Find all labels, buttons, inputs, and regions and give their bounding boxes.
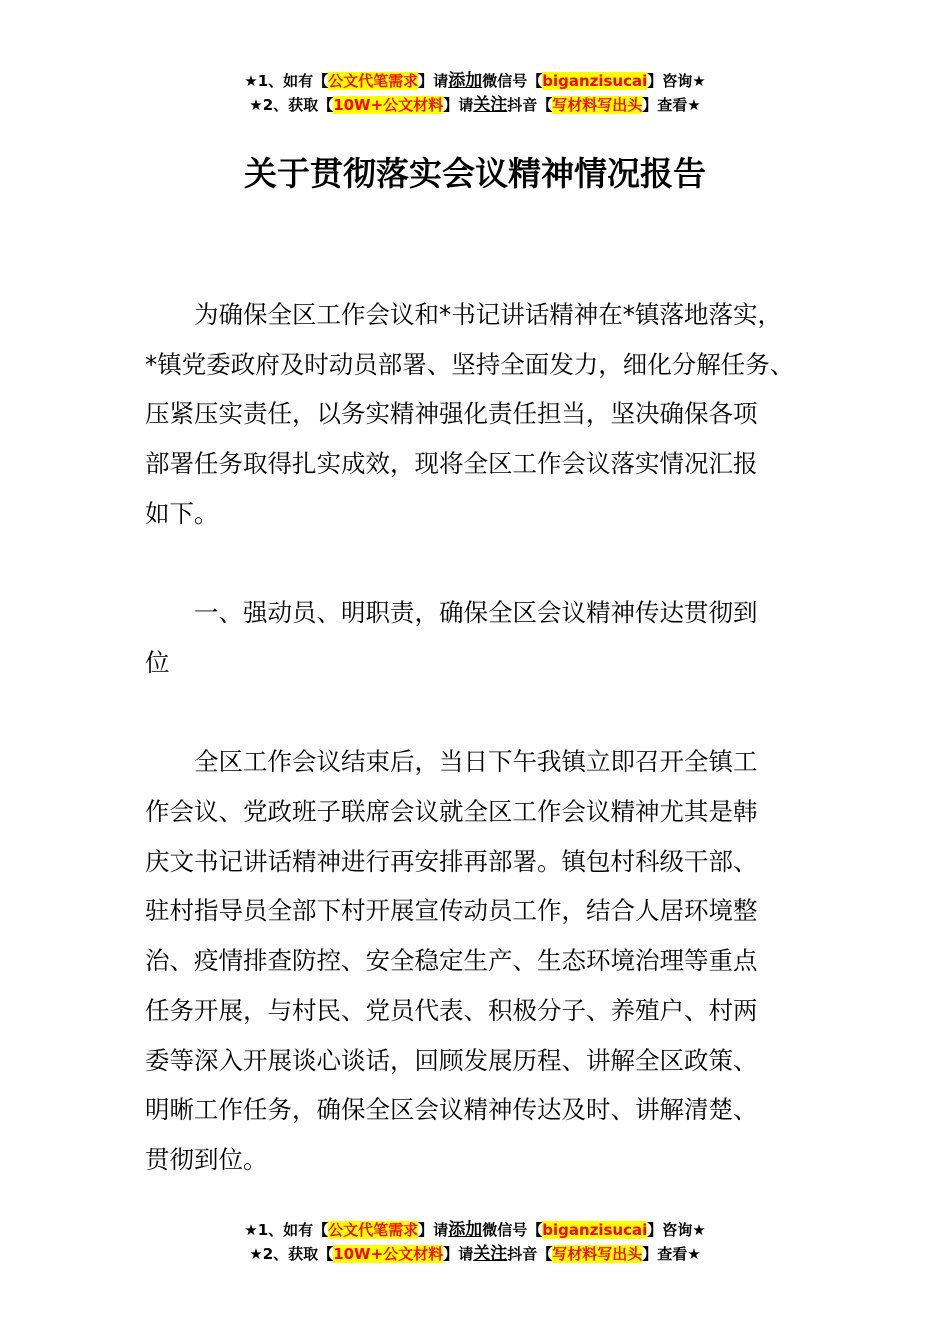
ad-text: ★2、获取【 (249, 96, 334, 114)
ad-text: 抖音【 (507, 1245, 553, 1263)
ad-line-1 (0, 1218, 950, 1242)
text-line: 压紧压实责任，以务实精神强化责任担当，坚决确保各项 (145, 399, 758, 429)
paragraph-gap (145, 539, 825, 589)
ad-text: 】请 (443, 96, 474, 114)
section-heading (145, 588, 825, 687)
ad-text: 微信号【 (482, 1221, 543, 1239)
ad-underline: 关注 (473, 1244, 508, 1264)
ad-text: 】咨询★ (647, 1221, 706, 1239)
ad-text: 】咨询★ (647, 72, 706, 90)
ad-underline: 关注 (473, 95, 508, 115)
ad-text: 】请 (418, 1221, 449, 1239)
ad-highlight: biganzisucai (542, 72, 648, 90)
ad-highlight: 10W+公文材料 (333, 96, 444, 114)
text-line: 一、强动员、明职责，确保全区会议精神传达贯彻到 (145, 598, 758, 628)
text-line: 部署任务取得扎实成效，现将全区工作会议落实情况汇报 (145, 449, 758, 479)
ad-text: 】请 (443, 1245, 474, 1263)
text-line: 为确保全区工作会议和*书记讲话精神在*镇落地落实， (145, 300, 782, 329)
ad-text: 】查看★ (642, 1245, 701, 1263)
document-title: 关于贯彻落实会议精神情况报告 (244, 154, 706, 193)
ad-underline: 添加 (448, 71, 483, 91)
text-line: 作会议、党政班子联席会议就全区工作会议精神尤其是韩 (145, 797, 758, 826)
ad-text: 微信号【 (482, 72, 543, 90)
text-line: *镇党委政府及时动员部署、坚持全面发力，细化分解任务、 (145, 349, 795, 379)
ad-text: ★2、获取【 (249, 1245, 334, 1263)
ad-line-1 (0, 69, 950, 93)
ad-underline: 添加 (448, 1220, 483, 1240)
ad-highlight: 写材料写出头 (552, 1245, 643, 1263)
text-line: 委等深入开展谈心谈话，回顾发展历程、讲解全区政策、 (145, 1045, 758, 1075)
ad-highlight: 公文代笔需求 (328, 1221, 419, 1239)
paragraph (145, 737, 825, 1184)
text-line: 任务开展，与村民、党员代表、积极分子、养殖户、村两 (145, 995, 758, 1025)
ad-text: 抖音【 (507, 96, 553, 114)
text-line: 位 (145, 647, 170, 677)
text-line: 驻村指导员全部下村开展宣传动员工作，结合人居环境整 (145, 896, 758, 926)
ad-highlight: 10W+公文材料 (333, 1245, 444, 1263)
text-line: 庆文书记讲话精神进行再安排再部署。镇包村科级干部、 (145, 846, 758, 876)
text-line: 贯彻到位。 (145, 1144, 268, 1174)
ad-text: ★1、如有【 (244, 1221, 329, 1239)
text-line: 如下。 (145, 498, 219, 528)
ad-text: 】查看★ (642, 96, 701, 114)
ad-banner-bottom (0, 1218, 950, 1266)
ad-highlight: 写材料写出头 (552, 96, 643, 114)
ad-text: 】请 (418, 72, 449, 90)
text-line: 明晰工作任务，确保全区会议精神传达及时、讲解清楚、 (145, 1095, 758, 1125)
ad-line-2 (0, 1242, 950, 1266)
ad-highlight: biganzisucai (542, 1221, 648, 1239)
document-body (145, 290, 825, 1185)
ad-banner-top (0, 69, 950, 117)
paragraph-gap (145, 688, 825, 738)
paragraph (145, 290, 825, 539)
text-line: 全区工作会议结束后，当日下午我镇立即召开全镇工 (145, 747, 758, 777)
text-line: 治、疫情排查防控、安全稳定生产、生态环境治理等重点 (145, 946, 758, 976)
ad-text: ★1、如有【 (244, 72, 329, 90)
ad-highlight: 公文代笔需求 (328, 72, 419, 90)
ad-line-2 (0, 93, 950, 117)
